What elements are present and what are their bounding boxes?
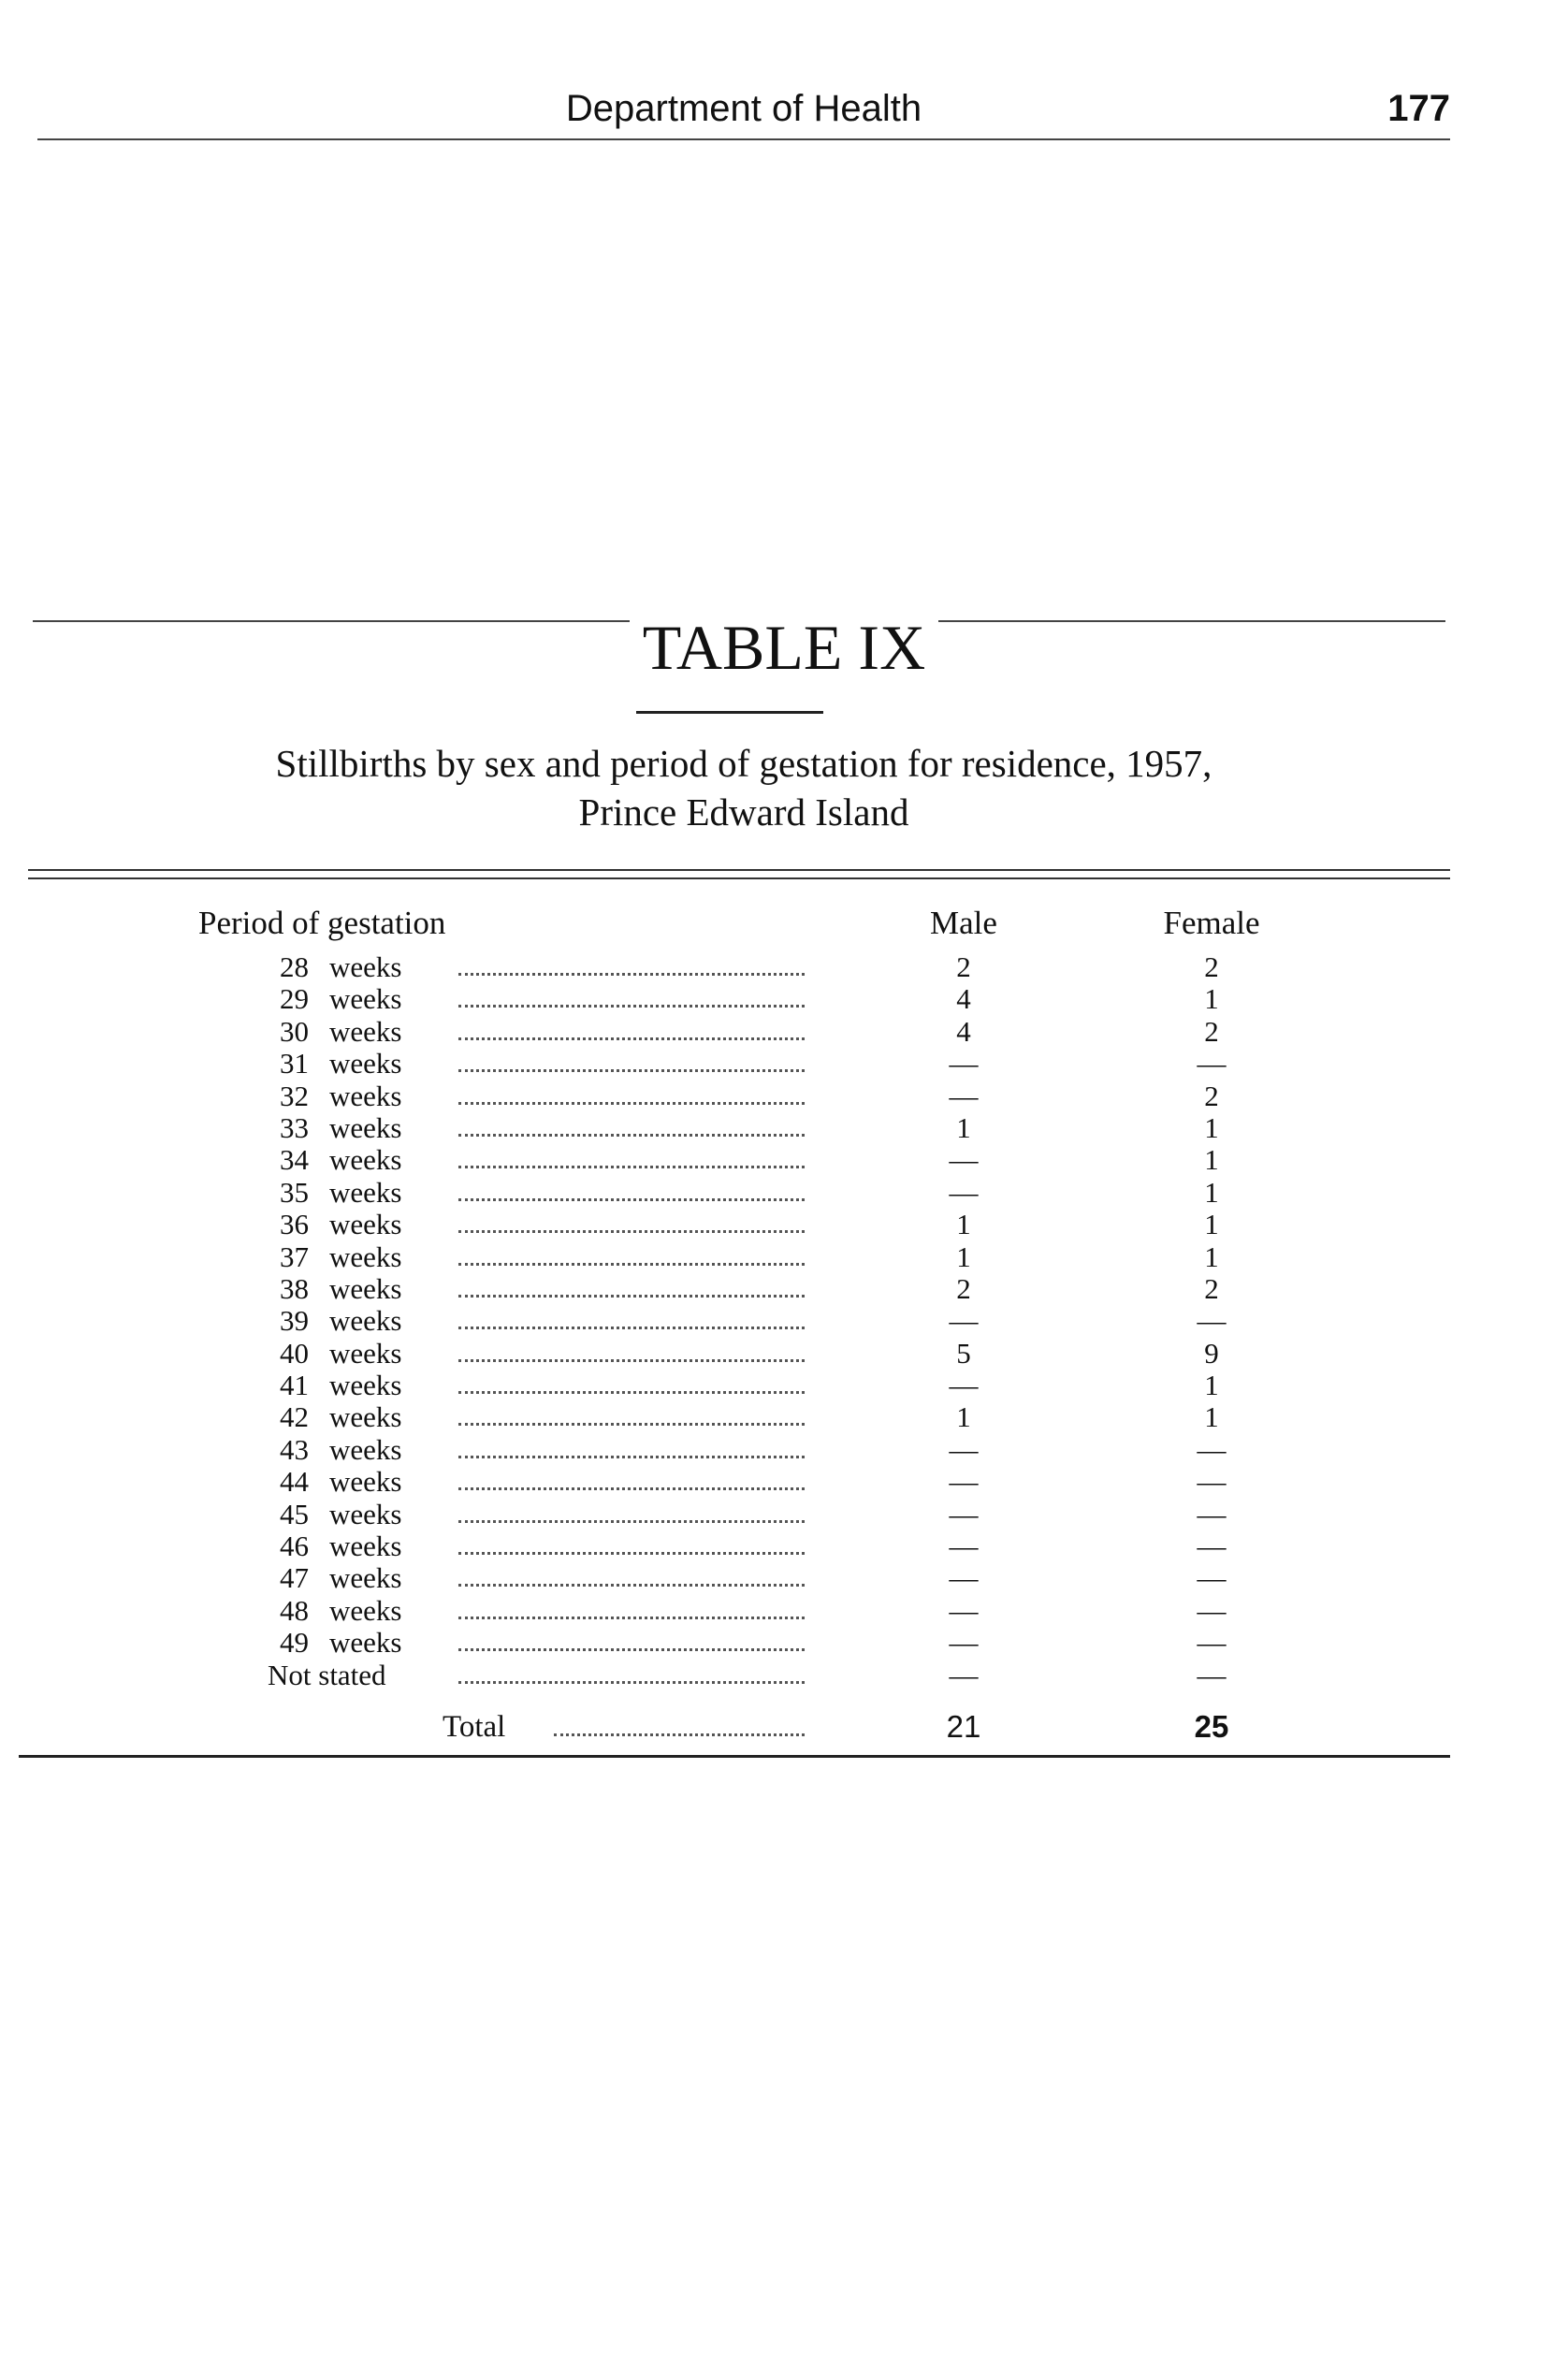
gestation-unit: weeks [329,1240,402,1273]
male-count: 1 [956,1208,971,1241]
female-count: — [1197,1530,1227,1563]
dot-leader [458,1198,805,1201]
table-row [0,1338,1568,1370]
dot-leader [554,1733,805,1736]
gestation-weeks-number: 36 [280,1208,309,1241]
table-row [0,1273,1568,1305]
gestation-weeks-number: 40 [280,1336,309,1370]
running-title: Department of Health [565,88,922,129]
gestation-unit: weeks [329,1530,402,1563]
female-count: 2 [1204,1079,1219,1112]
female-count: 2 [1204,1014,1219,1048]
gestation-unit: weeks [329,1432,402,1466]
male-count: 4 [956,1014,971,1048]
dot-leader [458,1005,805,1008]
gestation-weeks-number: 43 [280,1432,309,1466]
female-count: — [1197,1465,1227,1499]
gestation-unit: weeks [329,1208,402,1241]
dot-leader [458,1134,805,1137]
dot-leader [458,1391,805,1394]
table-row [0,1080,1568,1112]
not-stated-label: Not stated [268,1658,386,1691]
table-title [0,612,1568,683]
female-count: — [1197,1047,1227,1080]
page-header [37,82,1450,140]
title-underline [636,711,823,714]
male-count: — [949,1079,979,1112]
female-count: 1 [1204,1175,1219,1209]
gestation-weeks-number: 31 [280,1047,309,1080]
gestation-weeks-number: 47 [280,1561,309,1595]
female-count: — [1197,1593,1227,1627]
gestation-unit: weeks [329,1593,402,1627]
dot-leader [458,1166,805,1168]
gestation-weeks-number: 48 [280,1593,309,1627]
female-count: — [1197,1626,1227,1660]
table-row [0,1530,1568,1562]
gestation-weeks-number: 35 [280,1175,309,1209]
male-count: — [949,1432,979,1466]
gestation-unit: weeks [329,950,402,983]
female-count: 1 [1204,1400,1219,1434]
male-count: 2 [956,1271,971,1305]
table-row [0,1466,1568,1498]
total-row [0,1708,1568,1746]
dot-leader [458,1230,805,1233]
male-count: 2 [956,950,971,983]
female-count: 1 [1204,1369,1219,1402]
dot-leader [458,1584,805,1587]
gestation-weeks-number: 29 [280,982,309,1016]
gestation-weeks-number: 32 [280,1079,309,1112]
table-row [0,1562,1568,1594]
table-body [0,951,1568,1691]
female-count: 1 [1204,1240,1219,1273]
female-count: 2 [1204,950,1219,983]
dot-leader [458,1487,805,1490]
male-count: 1 [956,1110,971,1144]
gestation-weeks-number: 44 [280,1465,309,1499]
gestation-unit: weeks [329,1271,402,1305]
gestation-weeks-number: 33 [280,1110,309,1144]
gestation-unit: weeks [329,982,402,1016]
female-count: — [1197,1432,1227,1466]
column-header-period: Period of gestation [198,905,446,941]
column-header-female: Female [1163,905,1260,941]
male-count: 1 [956,1400,971,1434]
gestation-unit: weeks [329,1079,402,1112]
male-count: — [949,1497,979,1530]
gestation-weeks-number: 42 [280,1400,309,1434]
gestation-weeks-number: 49 [280,1626,309,1660]
dot-leader [458,1327,805,1329]
gestation-weeks-number: 28 [280,950,309,983]
male-count: — [949,1047,979,1080]
gestation-weeks-number: 46 [280,1530,309,1563]
female-count: — [1197,1304,1227,1338]
male-count: — [949,1530,979,1563]
dot-leader [458,1648,805,1651]
dot-leader [458,1520,805,1523]
table-row [0,1434,1568,1466]
table-top-rule-second [28,877,1450,879]
table-row [0,1241,1568,1273]
female-count: 1 [1204,982,1219,1016]
gestation-unit: weeks [329,1400,402,1434]
gestation-unit: weeks [329,1626,402,1660]
male-count: — [949,1175,979,1209]
gestation-unit: weeks [329,1014,402,1048]
dot-leader [458,1069,805,1072]
male-count: 4 [956,982,971,1016]
gestation-unit: weeks [329,1561,402,1595]
dot-leader [458,1456,805,1458]
gestation-weeks-number: 34 [280,1143,309,1177]
gestation-unit: weeks [329,1110,402,1144]
gestation-weeks-number: 45 [280,1497,309,1530]
table-row [0,1401,1568,1433]
gestation-unit: weeks [329,1047,402,1080]
male-count: — [949,1304,979,1338]
dot-leader [458,1617,805,1619]
table-row [0,983,1568,1015]
table-title-text: TABLE IX [630,612,938,683]
gestation-unit: weeks [329,1175,402,1209]
dot-leader [458,1295,805,1298]
caption-line-1: Stillbirths by sex and period of gestation for residence, 1957, [275,742,1212,785]
page-number: 177 [1387,88,1450,129]
female-count: 1 [1204,1143,1219,1177]
dot-leader [458,1681,805,1684]
table-row [0,1112,1568,1144]
dot-leader [458,1102,805,1105]
gestation-weeks-number: 30 [280,1014,309,1048]
gestation-unit: weeks [329,1465,402,1499]
gestation-unit: weeks [329,1336,402,1370]
female-count: — [1197,1658,1227,1691]
gestation-weeks-number: 39 [280,1304,309,1338]
dot-leader [458,1263,805,1266]
male-count: — [949,1369,979,1402]
dot-leader [458,973,805,976]
caption-line-2: Prince Edward Island [578,790,909,834]
table-row [0,1048,1568,1080]
female-count: 9 [1204,1336,1219,1370]
male-count: — [949,1593,979,1627]
male-count: — [949,1626,979,1660]
male-count: — [949,1658,979,1691]
gestation-weeks-number: 37 [280,1240,309,1273]
gestation-weeks-number: 41 [280,1369,309,1402]
female-count: 1 [1204,1208,1219,1241]
total-label: Total [443,1710,506,1744]
table-caption [75,739,1413,836]
male-count: — [949,1561,979,1595]
total-female: 25 [1194,1709,1229,1744]
female-count: 1 [1204,1110,1219,1144]
column-header-male: Male [930,905,997,941]
male-count: 1 [956,1240,971,1273]
male-count: — [949,1465,979,1499]
gestation-unit: weeks [329,1143,402,1177]
table-top-rule [28,869,1450,871]
gestation-weeks-number: 38 [280,1271,309,1305]
dot-leader [458,1552,805,1555]
table-row [0,1016,1568,1048]
table-row [0,1370,1568,1401]
dot-leader [458,1037,805,1040]
female-count: — [1197,1561,1227,1595]
table-row [0,1627,1568,1659]
dot-leader [458,1359,805,1362]
female-count: 2 [1204,1271,1219,1305]
table-row [0,1144,1568,1176]
total-male: 21 [946,1709,981,1744]
male-count: 5 [956,1336,971,1370]
table-row [0,1305,1568,1337]
table-row [0,1209,1568,1240]
table-row [0,1499,1568,1530]
gestation-unit: weeks [329,1497,402,1530]
dot-leader [458,1423,805,1426]
table-row [0,1177,1568,1209]
table-row-not-stated [0,1660,1568,1691]
table-bottom-rule [19,1755,1450,1758]
table-row [0,951,1568,983]
female-count: — [1197,1497,1227,1530]
table-row [0,1595,1568,1627]
gestation-unit: weeks [329,1369,402,1402]
gestation-unit: weeks [329,1304,402,1338]
male-count: — [949,1143,979,1177]
